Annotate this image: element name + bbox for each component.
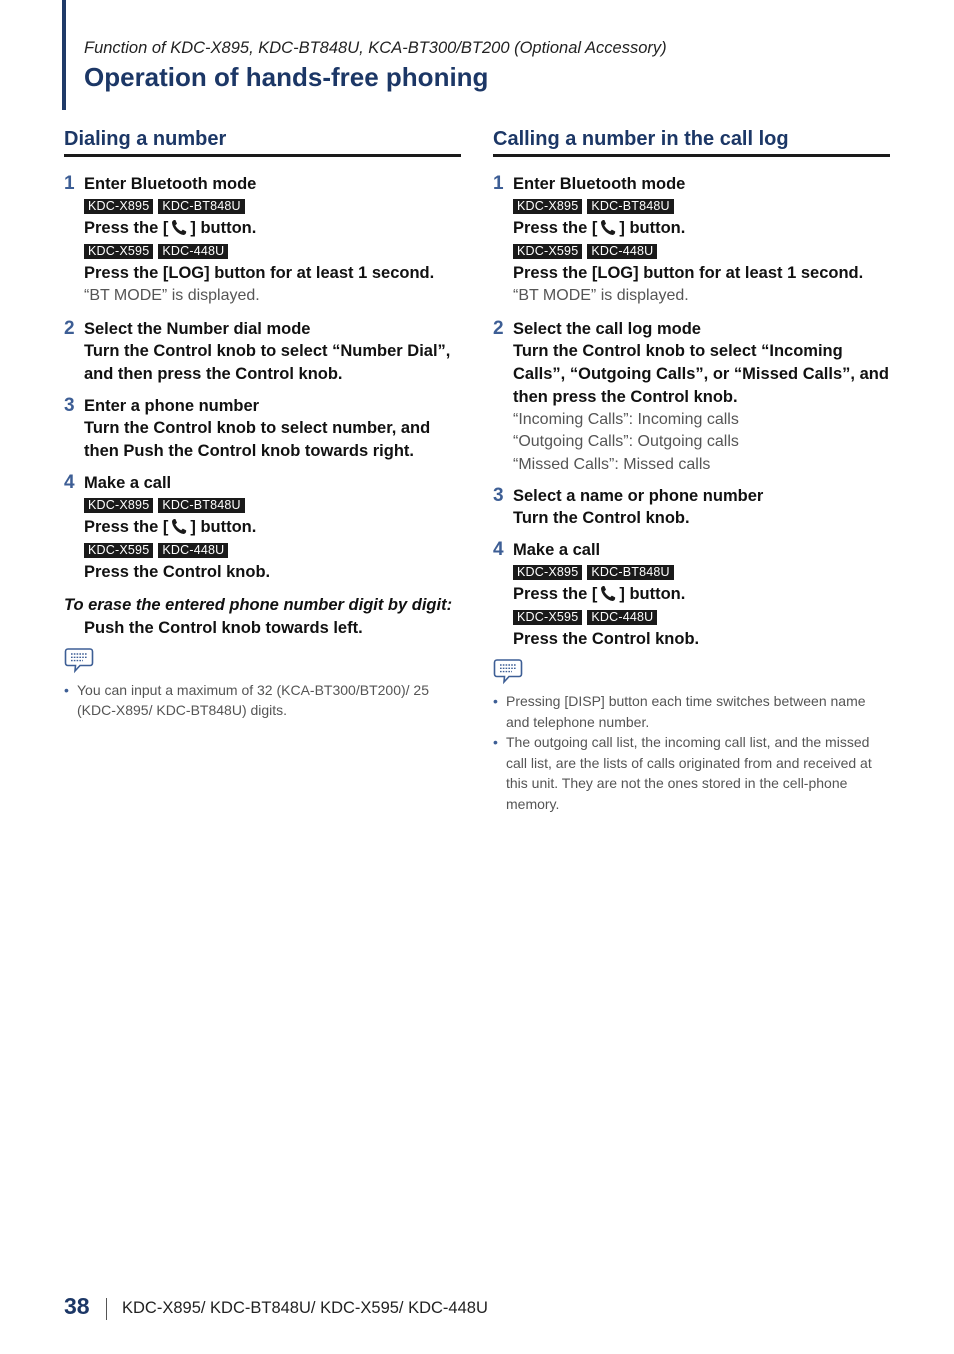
header-accent-bar <box>62 0 66 110</box>
model-tags <box>513 610 890 625</box>
press-instruction: Press the [ ] button. <box>84 517 257 536</box>
call-log-section <box>493 126 890 814</box>
section-title: Dialing a number <box>64 126 461 157</box>
model-tags <box>513 565 890 580</box>
step-2 <box>493 318 890 477</box>
model-tag: KDC-X895 <box>84 199 153 214</box>
notes-list <box>64 680 461 721</box>
model-tag: KDC-X595 <box>84 543 153 558</box>
model-tags <box>84 543 461 558</box>
note-item: • The outgoing call list, the incoming call list, and the missed call list, are the lists of calls originated from and received at this unit. They are not the ones stored in the cell-phone memory. <box>493 734 872 812</box>
instruction: Turn the Control knob to select number, and then Push the Control knob towards right. <box>84 418 431 460</box>
step-1 <box>64 173 461 308</box>
page-subtitle: Function of KDC-X895, KDC-BT848U, KCA-BT300/BT200 (Optional Accessory) <box>84 39 667 57</box>
step-4 <box>493 539 890 651</box>
step-note: “BT MODE” is displayed. <box>84 287 260 304</box>
step-number: 2 <box>493 317 504 339</box>
instruction: Turn the Control knob. <box>513 509 690 527</box>
model-tag: KDC-BT848U <box>158 199 244 214</box>
model-tag: KDC-X595 <box>84 244 153 259</box>
page-number: 38 <box>64 1293 90 1319</box>
footer-models: KDC-X895/ KDC-BT848U/ KDC-X595/ KDC-448U <box>122 1299 488 1317</box>
model-tag: KDC-X595 <box>513 244 582 259</box>
step-2 <box>64 318 461 386</box>
phone-icon <box>600 585 616 602</box>
step-title: Select the call log mode <box>513 319 701 338</box>
model-tag: KDC-448U <box>158 244 228 259</box>
section-title: Calling a number in the call log <box>493 126 890 157</box>
press-instruction: Press the [ ] button. <box>513 219 686 237</box>
model-tag: KDC-BT848U <box>587 565 673 580</box>
model-tag: KDC-X595 <box>513 610 582 625</box>
model-tag: KDC-448U <box>587 244 657 259</box>
step-number: 2 <box>64 317 75 339</box>
dialing-section <box>64 126 461 721</box>
step-title: Select the Number dial mode <box>84 319 311 338</box>
model-tag: KDC-448U <box>587 610 657 625</box>
step-title: Make a call <box>513 541 601 559</box>
model-tag: KDC-X895 <box>84 498 153 513</box>
step-note: “BT MODE” is displayed. <box>513 287 689 304</box>
press-instruction: Press the [ ] button. <box>84 219 257 237</box>
model-tags <box>84 199 461 214</box>
step-number: 1 <box>64 173 75 194</box>
erase-heading: To erase the entered phone number digit by digit: <box>64 595 453 614</box>
model-tag: KDC-X895 <box>513 565 582 580</box>
instruction: Press the Control knob. <box>84 562 271 581</box>
phone-icon <box>171 518 187 535</box>
call-type-detail: “Missed Calls”: Missed calls <box>513 455 711 473</box>
call-type-detail: “Incoming Calls”: Incoming calls <box>513 410 739 428</box>
press-instruction: Press the [ ] button. <box>513 585 686 603</box>
instruction: Turn the Control knob to select “Number Dial”, and then press the Control knob. <box>84 341 451 383</box>
step-number: 4 <box>493 539 504 560</box>
step-3 <box>64 395 461 463</box>
model-tags <box>513 244 890 259</box>
note-icon <box>493 657 523 685</box>
instruction: Press the [LOG] button for at least 1 second. <box>84 264 435 282</box>
call-type-detail: “Outgoing Calls”: Outgoing calls <box>513 433 739 450</box>
model-tag: KDC-448U <box>158 543 228 558</box>
model-tags <box>84 498 461 513</box>
model-tag: KDC-X895 <box>513 199 582 214</box>
note-item: • Pressing [DISP] button each time switches between name and telephone number. <box>493 693 866 730</box>
step-3 <box>493 485 890 530</box>
step-title: Enter Bluetooth mode <box>513 175 686 193</box>
step-4 <box>64 472 461 584</box>
model-tags <box>84 244 461 259</box>
instruction: Press the Control knob. <box>513 630 700 648</box>
model-tag: KDC-BT848U <box>587 199 673 214</box>
step-title: Enter a phone number <box>84 396 260 415</box>
step-title: Enter Bluetooth mode <box>84 175 257 193</box>
step-number: 3 <box>64 394 75 416</box>
step-number: 4 <box>64 471 75 493</box>
model-tags <box>513 199 890 214</box>
step-title: Make a call <box>84 473 172 492</box>
phone-icon <box>171 219 187 236</box>
notes-list <box>493 691 890 814</box>
note-item: • You can input a maximum of 32 (KCA-BT300/BT200)/ 25 (KDC-X895/ KDC-BT848U) digits. <box>64 681 429 718</box>
step-number: 1 <box>493 173 504 194</box>
instruction: Turn the Control knob to select “Incoming Calls”, “Outgoing Calls”, or “Missed Calls”, and then press the Control knob. <box>513 341 889 406</box>
phone-icon <box>600 219 616 236</box>
note-icon <box>64 646 94 674</box>
model-tag: KDC-BT848U <box>158 498 244 513</box>
step-1 <box>493 173 890 308</box>
page-title: Operation of hands-free phoning <box>84 62 489 92</box>
footer-divider <box>106 1298 107 1320</box>
step-title: Select a name or phone number <box>513 487 764 505</box>
erase-instruction: Push the Control knob towards left. <box>84 618 363 637</box>
step-number: 3 <box>493 485 504 506</box>
instruction: Press the [LOG] button for at least 1 second. <box>513 264 864 282</box>
